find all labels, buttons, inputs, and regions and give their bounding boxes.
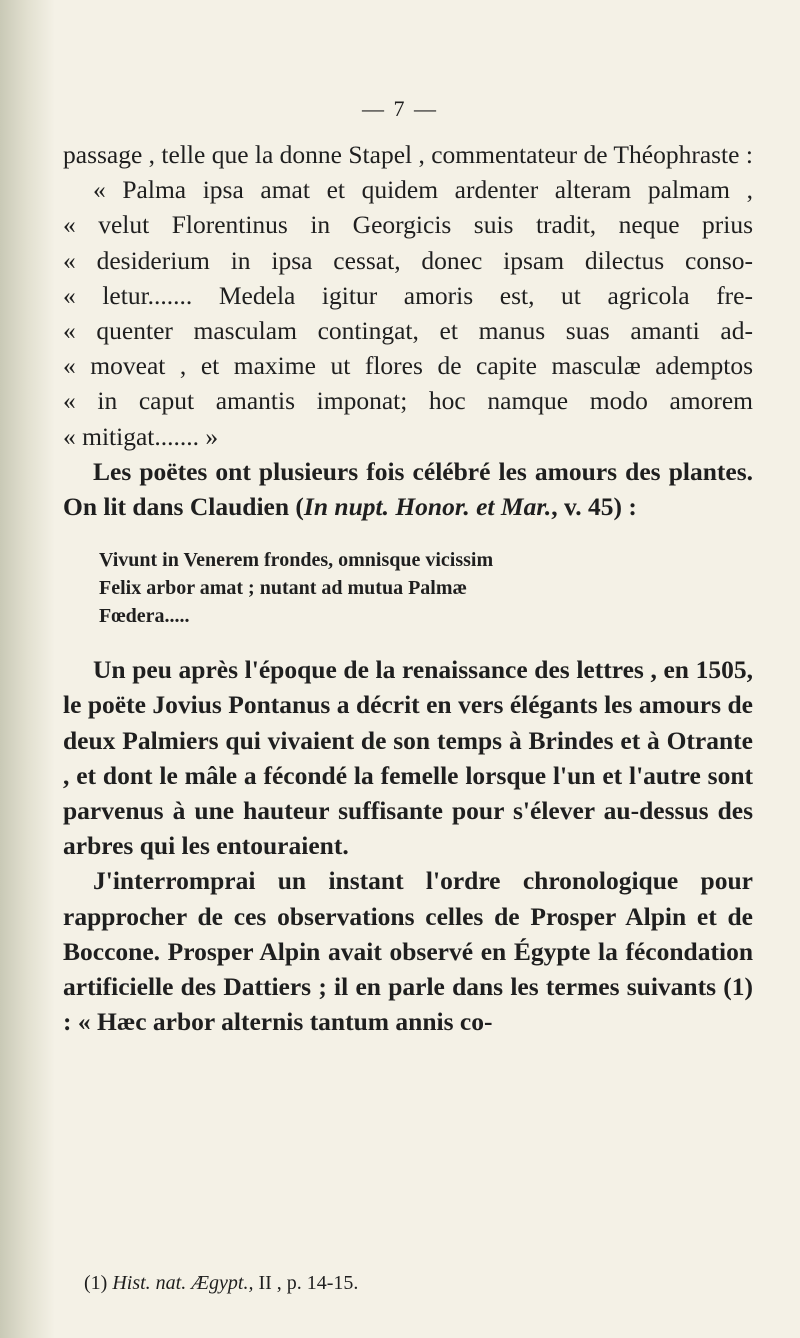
paragraph-intro: passage , telle que la donne Stapel , commentateur de Théophraste : xyxy=(63,140,753,169)
paragraph-alpin: J'interromprai un instant l'ordre chronologique pour rapprocher de ces observations celles de Prosper Alpin et de Boccone. Prosper Alpin avait observé en Égypte la fécondation artificielle des Dattiers ; il en parle dans les termes suivants (1) : « Hæc arbor alternis tantum annis co- xyxy=(63,866,753,1037)
verse-quote xyxy=(99,546,753,630)
quote-line: « velut Florentinus in Georgicis suis tradit, neque prius xyxy=(63,210,753,240)
verse-line: Vivunt in Venerem frondes, omnisque vicissim xyxy=(99,549,494,572)
quote-line: « mitigat....... » xyxy=(63,421,219,451)
quote-line: « desiderium in ipsa cessat, donec ipsam dilectus conso- xyxy=(63,245,753,275)
latin-quote xyxy=(63,172,753,454)
footnote xyxy=(84,1272,744,1295)
quote-line: « in caput amantis imponat; hoc namque modo amorem xyxy=(63,386,753,416)
body-text xyxy=(63,137,753,1039)
claudien-citation: In nupt. Honor. et Mar. xyxy=(303,492,552,522)
paragraph-poets-text: Les poëtes ont plusieurs fois célébré les amours des plantes. On lit dans Claudien ( xyxy=(63,456,753,522)
quote-line: « letur....... Medela igitur amoris est, ut agricola fre- xyxy=(63,280,753,310)
page-edge-shadow xyxy=(0,0,55,1338)
quote-line: « moveat , et maxime ut flores de capite masculæ ademptos xyxy=(63,351,753,381)
footnote-marker: (1) xyxy=(84,1272,108,1294)
page-number: — 7 — xyxy=(362,96,438,121)
quote-line: « quenter masculam contingat, et manus suas amanti ad- xyxy=(63,316,753,346)
footnote-pages: II , p. 14-15. xyxy=(258,1272,359,1294)
verse-line: Fœdera..... xyxy=(99,605,190,628)
paragraph-pontanus: Un peu après l'époque de la renaissance des lettres , en 1505, le poëte Jovius Pontanus a décrit en vers élégants les amours de deux Palmiers qui vivaient de son temps à Brindes et à Otrante , et dont le mâle a fécondé la femelle lorsque l'un et l'autre sont parvenus à une hauteur suffisante pour s'élever au-dessus des arbres qui les entouraient. xyxy=(63,655,753,861)
verse-line: Felix arbor amat ; nutant ad mutua Palmæ xyxy=(99,577,467,600)
paragraph-poets-tail: , v. 45) : xyxy=(551,492,637,522)
quote-line: « Palma ipsa amat et quidem ardenter alteram palmam , xyxy=(93,175,753,205)
paragraph-poets xyxy=(63,454,753,524)
footnote-citation: Hist. nat. Ægypt., xyxy=(112,1272,254,1294)
